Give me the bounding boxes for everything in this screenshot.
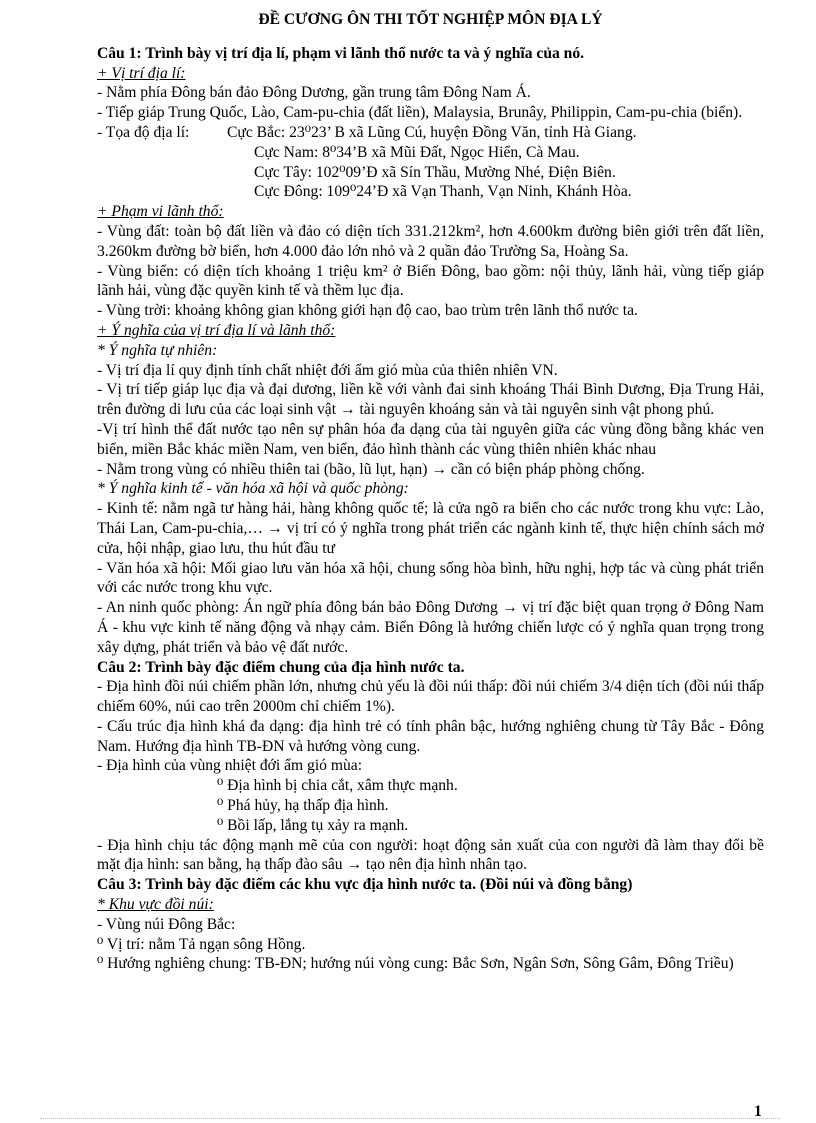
terrain-line: - Địa hình của vùng nhiệt đới ẩm gió mùa: [97,757,363,775]
question-2-heading: Câu 2: Trình bày đặc điểm chung của địa hình nước ta. [97,658,465,676]
economic-line: - An ninh quốc phòng: Án ngữ phía đông bán bảo Đông Dương → vị trí đặc biệt quan trọng ở Đông Nam Á - khu vực kinh tế năng động và nhạy cảm. Biển Đông là hướng chiến lược có ý nghĩa quan trọng trong xây dựng, phát triển và bảo vệ đất nước. [97,599,764,656]
coordinate-north: Cực Bắc: 23⁰23’ B xã Lũng Cú, huyện Đồng Văn, tỉnh Hà Giang. [227,123,637,141]
territory-land: - Vùng đất: toàn bộ đất liền và đảo có diện tích 331.212km², hơn 4.600km đường biên giới trên đất liền, 3.260km đường bờ biển, hơn 4.000 đảo lớn nhỏ và 2 quần đảo Trường Sa, Hoàng Sa. [97,222,764,260]
natural-line: -Vị trí hình thể đất nước tạo nên sự phân hóa đa dạng của tài nguyên giữa các vùng đồng bằng khác ven biển, miền Bắc khác miền Nam, ven biển, đảo hình thành các vùng thiên nhiên khác nhau [97,420,764,458]
terrain-line: - Địa hình đồi núi chiếm phần lớn, nhưng chủ yếu là đồi núi thấp: đồi núi chiếm 3/4 diện tích (đồi núi thấp chiếm 60%, núi cao trên 2000m chỉ chiếm 1%). [97,678,764,716]
terrain-subpoint: ⁰ Bồi lấp, lắng tụ xảy ra mạnh. [217,816,409,834]
terrain-line: - Địa hình chịu tác động mạnh mẽ của con người: hoạt động sản xuất của con người đã làm thay đổi bề mặt địa hình: san bằng, hạ thấp đào sâu → tạo nên địa hình nhân tạo. [97,836,764,874]
economic-line: - Kinh tế: nằm ngã tư hàng hải, hàng không quốc tế; là cửa ngõ ra biển cho các nước trong khu vực: Lào, Thái Lan, Cam-pu-chia,… → vị trí có ý nghĩa trong phát triển các ngành kinh tế, thực hiện chính sách mở cửa, hội nhập, giao lưu, thu hút đầu tư [97,500,764,557]
page-number: 1 [754,1103,762,1120]
location-heading: + Vị trí địa lí: [97,64,186,82]
natural-line: - Vị trí địa lí quy định tính chất nhiệt đới ẩm gió mùa của thiên nhiên VN. [97,361,558,379]
document-title: ĐỀ CƯƠNG ÔN THI TỐT NGHIỆP MÔN ĐỊA LÝ [258,11,603,28]
document-page [97,10,764,974]
natural-line: - Vị trí tiếp giáp lục địa và đại dương, liền kề với vành đai sinh khoáng Thái Bình Dương, Địa Trung Hải, trên đường di lưu của các loại sinh vật → tài nguyên khoáng sản và tài nguyên sinh vật phong phú. [97,381,764,419]
territory-sea: - Vùng biển: có diện tích khoảng 1 triệu km² ở Biển Đông, bao gồm: nội thủy, lãnh hải, vùng tiếp giáp lãnh hải, vùng đặc quyền kinh tế và thềm lục địa. [97,262,764,300]
mountain-line: - Vùng núi Đông Bắc: [97,915,236,933]
mountain-line: ⁰ Vị trí: nằm Tả ngạn sông Hồng. [97,935,306,953]
terrain-subpoint: ⁰ Phá hủy, hạ thấp địa hình. [217,797,389,815]
question-1-heading: Câu 1: Trình bày vị trí địa lí, phạm vi lãnh thổ nước ta và ý nghĩa của nó. [97,44,585,62]
location-line: - Tiếp giáp Trung Quốc, Lào, Cam-pu-chia (đất liền), Malaysia, Brunây, Philippin, Cam-pu-chia (biển). [97,104,743,122]
footer-divider [40,1118,780,1119]
coordinates-label: - Tọa độ địa lí: [97,123,190,141]
economic-line: - Văn hóa xã hội: Mối giao lưu văn hóa xã hội, chung sống hòa bình, hữu nghị, hợp tác và cùng phát triển với các nước trong khu vực. [97,559,764,597]
territory-air: - Vùng trời: khoảng không gian không giới hạn độ cao, bao trùm trên lãnh thổ nước ta. [97,302,638,320]
terrain-line: - Cấu trúc địa hình khá đa dạng: địa hình trẻ có tính phân bậc, hướng nghiêng chung từ Tây Bắc - Đông Nam. Hướng địa hình TB-ĐN và hướng vòng cung. [97,717,764,755]
location-line: - Nằm phía Đông bán đảo Đông Dương, gần trung tâm Đông Nam Á. [97,84,531,102]
territory-heading: + Phạm vi lãnh thổ: [97,203,224,221]
terrain-subpoint: ⁰ Địa hình bị chia cắt, xâm thực mạnh. [217,777,458,795]
coordinate-south: Cực Nam: 8⁰34’B xã Mũi Đất, Ngọc Hiển, Cà Mau. [254,143,580,161]
natural-significance-heading: * Ý nghĩa tự nhiên: [97,341,218,359]
economic-significance-heading: * Ý nghĩa kinh tế - văn hóa xã hội và quốc phòng: [97,480,409,498]
significance-heading: + Ý nghĩa của vị trí địa lí và lãnh thổ: [97,321,336,339]
coordinate-west: Cực Tây: 102⁰09’Đ xã Sín Thầu, Mường Nhé, Điện Biên. [254,163,616,181]
coordinate-east: Cực Đông: 109⁰24’Đ xã Vạn Thanh, Vạn Ninh, Khánh Hòa. [254,183,632,201]
mountain-line: ⁰ Hướng nghiêng chung: TB-ĐN; hướng núi vòng cung: Bắc Sơn, Ngân Sơn, Sông Gâm, Đông Triều) [97,955,734,973]
coordinates-row [97,123,764,143]
question-3-heading: Câu 3: Trình bày đặc điểm các khu vực địa hình nước ta. (Đồi núi và đồng bằng) [97,876,633,894]
natural-line: - Nằm trong vùng có nhiều thiên tai (bão, lũ lụt, hạn) → cần có biện pháp phòng chống. [97,460,645,478]
mountain-area-heading: * Khu vực đồi núi: [97,896,214,914]
